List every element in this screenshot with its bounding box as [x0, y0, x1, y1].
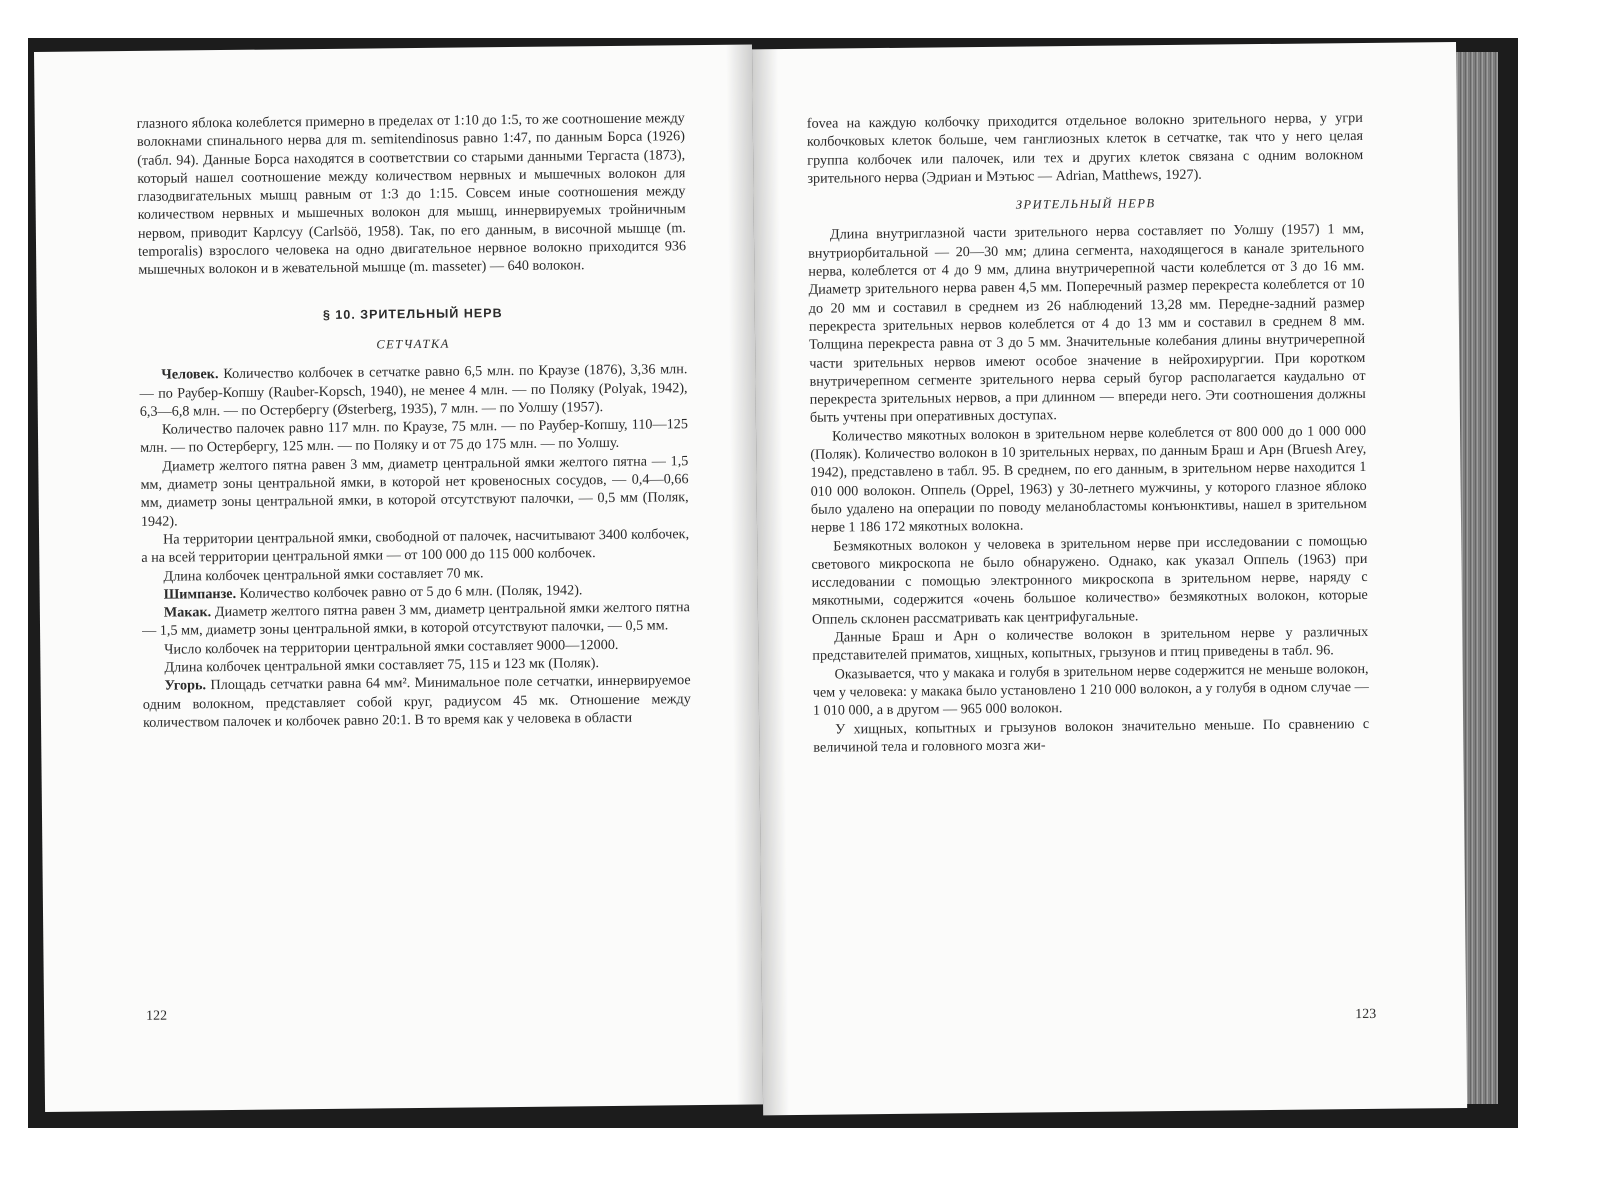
human-paragraph-2: Количество палочек равно 117 млн. по Краузе, 75 млн. — по Раубер-Копшу, 110—125 млн. — по Остербергу, 125 млн. — по Поляку и от 75 до 175 млн. — по Уолшу.	[140, 416, 689, 457]
human-paragraph-3: Диаметр желтого пятна равен 3 мм, диаметр центральной ямки желтого пятна — 1,5 мм, диаметр зоны центральной ямки, в которой нет кровеносных сосудов, — 0,4—0,66 мм, диаметр зоны центральной ямки, в которой отсутствуют палочки, — 0,5 мм (Поляк, 1942).	[140, 452, 689, 530]
eel-lead: Угорь.	[164, 677, 207, 694]
section-title: § 10. ЗРИТЕЛЬНЫЙ НЕРВ	[322, 305, 503, 322]
subsection-retina-title: СЕТЧАТКА	[376, 336, 450, 352]
right-paragraph-4: Безмякотных волокон у человека в зрительном нерве при исследовании с помощью светового микроскопа не было обнаружено. Однако, как указал Оппель (1963) при исследовании с помощью электронного микроскопа в зрительном нерве, наряду с мякотными, содержится «очень большое количество» безмякотных волокон, которые Оппель склонен рассматривать как центрифугальные.	[811, 532, 1368, 628]
eel-paragraph	[143, 671, 692, 732]
left-paragraph-1: глазного яблока колеблется примерно в пределах от 1:10 до 1:5, то же соотношение между волокнами спинального нерва для m. semitendinosus равно 1:47, по данным Борса (1926) (табл. 94). Данные Борса находятся в соответствии со старыми данными Тергаста (1873), который нашел соотношение между количеством нервных и мышечных волокон для глазодвигательных мышц равным от 1:3 до 1:15. Совсем иные соотношения между количеством нервных и мышечных волокон для мышц, иннервируемых тройничным нервом, приводит Карлсуу (Carlsöö, 1958). Так, по его данным, в височной мышце (m. temporalis) взрослого человека на одно двигательное нервное волокно приходится 936 мышечных волокон и в жевательной мышце (m. masseter) — 640 волокон.	[136, 110, 687, 279]
right-paragraph-1: fovea на каждую колбочку приходится отдельное волокно зрительного нерва, у угри колбочковых клеток больше, чем ганглиозных клеток в сетчатке, так что у него целая группа колбочек или палочек, или тех и других клеток связана с одним волокном зрительного нерва (Эдриан и Мэтьюс — Adrian, Matthews, 1927).	[806, 109, 1364, 187]
macaque-lead: Макак.	[163, 604, 212, 621]
macaque-text-1: Диаметр желтого пятна равен 3 мм, диаметр центральной ямки желтого пятна — 1,5 мм, диаметр зоны центральной ямки, в которой отсутствуют палочки, — 0,5 мм.	[141, 599, 690, 640]
chimp-text: Количество колбочек равно от 5 до 6 млн. (Поляк, 1942).	[239, 582, 583, 602]
macaque-paragraph-2: Число колбочек на территории центральной ямки составляет 9000—12000.	[164, 636, 619, 658]
left-page	[34, 44, 763, 1111]
right-text-block	[807, 109, 1370, 757]
macaque-paragraph-1	[142, 598, 690, 640]
right-paragraph-2: Длина внутриглазной части зрительного нерва составляет по Уолшу (1957) 1 мм, внутриорбитальной — 20—30 мм; длина сегмента, находящегося в канале зрительного нерва, колеблется от 4 до 9 мм, длина внутричерепной части колеблется от 3 до 16 мм. Диаметр зрительного нерва равен 4,5 мм. Поперечный размер перекреста колеблется от 10 до 20 мм и составил в среднем из 26 наблюдений 13,28 мм. Передне-задний размер перекреста зрительных нервов колеблется от 4 до 13 мм и составил в среднем 8 мм. Толщина перекреста равна от 3 до 5 мм. Значительные колебания длины внутричерепной части зрительных нервов имеют особое значение в нейрохирургии. При коротком внутричерепном сегменте зрительного нерва серый бугор располагается каудально от перекреста зрительных нервов, а при длинном — впереди него. Эти соотношения должны быть учтены при оперативных доступах.	[808, 221, 1366, 427]
left-text-block	[137, 109, 691, 732]
human-lead: Человек.	[161, 366, 219, 383]
left-page-number: 122	[146, 1008, 168, 1024]
human-paragraph-5: Длина колбочек центральной ямки составляет 70 мк.	[163, 564, 484, 585]
chimp-lead: Шимпанзе.	[163, 585, 237, 603]
human-text-1: Количество колбочек в сетчатке равно 6,5 млн. по Краузе (1876), 3,36 млн. — по Раубер-Копшу (Rauber-Kopsch, 1940), не менее 4 млн. — по Поляку (Polyak, 1942), 6,3—6,8 млн. — по Остербергу (Østerberg, 1935), 7 млн. — по Уолшу (1957).	[139, 361, 688, 420]
human-paragraph-1	[139, 360, 688, 421]
eel-text: Площадь сетчатки равна 64 мм². Минимальное поле сетчатки, иннервируемое одним волокном, представляет собой круг, радиусом 45 мк. Отношение между количеством палочек и колбочек равно 20:1. В то время как у человека в области	[142, 672, 691, 731]
right-paragraph-5: Данные Браш и Арн о количестве волокон в зрительном нерве у различных представителей приматов, хищных, копытных, грызунов и птиц приведены в табл. 96.	[812, 623, 1369, 665]
right-paragraph-7: У хищных, копытных и грызунов волокон значительно меньше. По сравнению с величиной тела и головного мозга жи-	[813, 715, 1370, 756]
macaque-paragraph-3: Длина колбочек центральной ямки составляет 75, 115 и 123 мк (Поляк).	[164, 655, 600, 676]
human-paragraph-4: На территории центральной ямки, свободной от палочек, насчитывают 3400 колбочек, а на всей территории центральной ямки — от 100 000 до 115 000 колбочек.	[141, 526, 690, 567]
right-page-number: 123	[1355, 1006, 1377, 1023]
subsection-optic-nerve-title: ЗРИТЕЛЬНЫЙ НЕРВ	[1015, 196, 1156, 212]
right-paragraph-3: Количество мякотных волокон в зрительном нерве колеблется от 800 000 до 1 000 000 (Поляк). Количество волокон в 10 зрительных нервах, по данным Браш и Арн (Bruesh Arey, 1942), представлено в табл. 95. В среднем, по его данным, в зрительном нерве находится 1 010 000 волокон. Оппель (Oppel, 1963) у 30-летнего мужчины, у которого глазное яблоко было удалено на операции по поводу меланобластомы конъюнктивы, нашел в зрительном нерве 1 186 172 мякотных волокна.	[810, 422, 1367, 537]
right-paragraph-6: Оказывается, что у макака и голубя в зрительном нерве содержится не меньше волокон, чем у человека: у макака было установлено 1 210 000 волокон, а у голубя в одном случае — 1 010 000, а в другом — 965 000 волокон.	[812, 660, 1369, 719]
right-page	[752, 42, 1467, 1115]
